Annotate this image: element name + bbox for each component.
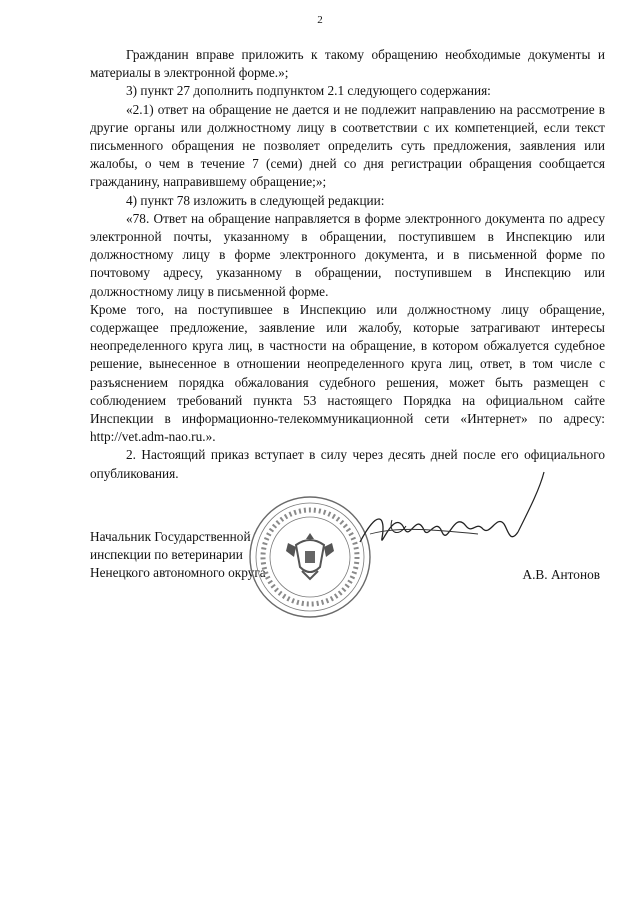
signer-title-line: Начальник Государственной [90,529,251,544]
signer-name: А.В. Антонов [522,567,600,582]
paragraph-item-4: 4) пункт 78 изложить в следующей редакции: [126,192,385,208]
paragraph-item-3: 3) пункт 27 дополнить подпунктом 2.1 следующего содержания: [126,83,491,99]
seal-stamp-icon [248,495,373,620]
paragraph-entry-into-force: 2. Настоящий приказ вступает в силу через десять дней после его официального опубликования. [90,447,605,481]
paragraph-attachments: Гражданин вправе приложить к такому обращению необходимые документы и материалы в электронной форме.»; [90,47,605,81]
paragraph-subitem-2-1: «2.1) ответ на обращение не дается и не подлежит направлению на рассмотрение в другие органы или должностному лицу в соответствии с их компетенцией, если текст письменного обращения не позволяет определить суть предложения, заявления или жалобы, о чем в течение 7 (семи) дней со дня регистрации обращения сообщается гражданину, направившему обращение;»; [90,101,605,190]
signer-title-line: Ненецкого автономного округа [90,565,266,581]
page-number: 2 [317,14,323,26]
paragraph-item-78-continued: Кроме того, на поступившее в Инспекцию или должностному лицу обращение, содержащее предложение, заявление или жалобу, которые затрагивают интересы неопределенного круга лиц, в частности на обращение, в котором обжалуется судебное решение, вынесенное в отношении неопределенного круга лиц, ответ, в том числе с разъяснением порядка обжалования судебного решения, может быть размещен с соблюдением требований пункта 53 настоящего Порядка на официальном сайте Инспекции в информационно-телекоммуникационной сети «Интернет» по адресу: http://vet.adm-nao.ru.». [90,301,605,445]
paragraph-item-78: «78. Ответ на обращение направляется в форме электронного документа по адресу электронной почты, указанному в обращении, поступившем в Инспекцию или должностному лицу в форме электронного документа, и в письменной форме по почтовому адресу, указанному в обращении, поступившем в Инспекцию или должностному лицу в письменной форме. [90,210,605,299]
signer-title-line: инспекции по ветеринарии [90,547,243,563]
handwritten-signature [358,468,558,568]
document-body [90,46,605,483]
